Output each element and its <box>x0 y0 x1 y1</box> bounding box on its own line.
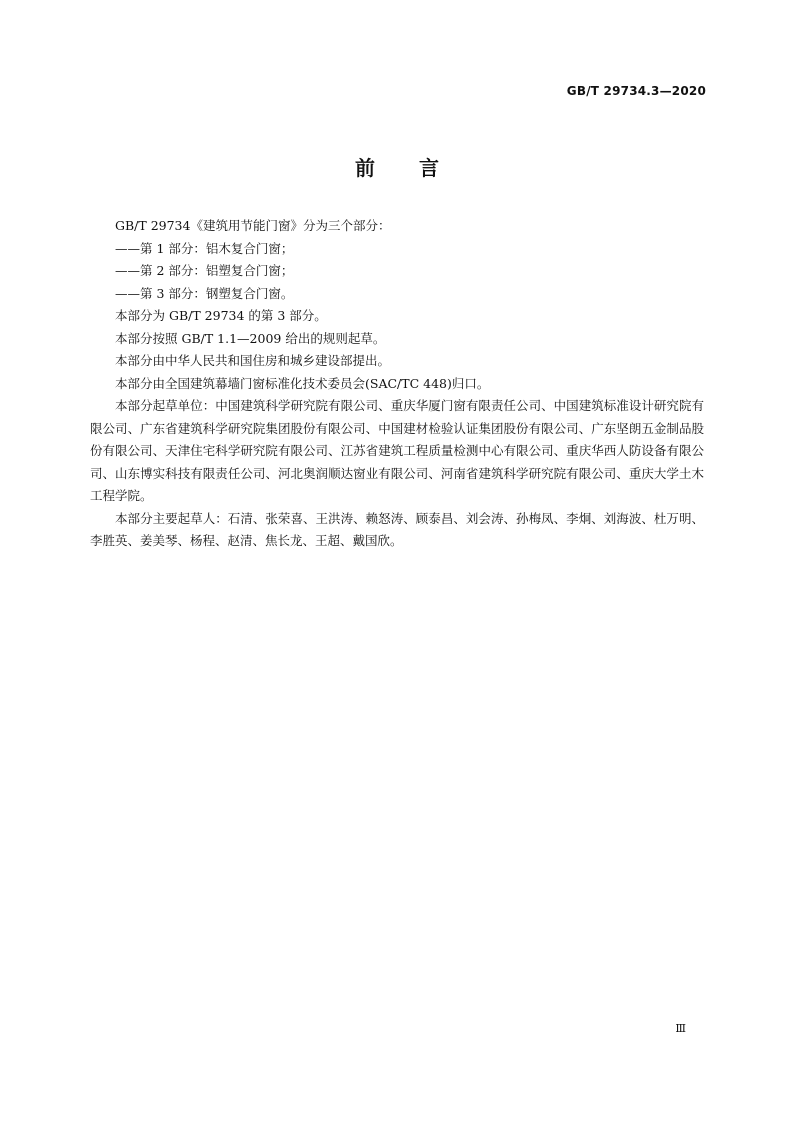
page-number: Ⅲ <box>675 1022 686 1035</box>
list-item-part-1: ——第 1 部分：铝木复合门窗； <box>115 240 294 256</box>
page-title: 前言 <box>355 156 483 180</box>
foreword-body <box>90 215 704 553</box>
paragraph-parts-intro: GB/T 29734《建筑用节能门窗》分为三个部分： <box>115 218 391 233</box>
paragraph-drafters: 本部分主要起草人：石清、张荣喜、王洪涛、赖怒涛、顾泰昌、刘会涛、孙梅凤、李炯、刘海波、杜万明、李胜英、姜美琴、杨程、赵清、焦长龙、王超、戴国欣。 <box>90 510 704 548</box>
standard-code: GB/T 29734.3—2020 <box>566 84 706 98</box>
paragraph-drafting-units: 本部分起草单位：中国建筑科学研究院有限公司、重庆华厦门窗有限责任公司、中国建筑标准设计研究院有限公司、广东省建筑科学研究院集团股份有限公司、中国建材检验认证集团股份有限公司、广东坚朗五金制品股份有限公司、天津住宅科学研究院有限公司、江苏省建筑工程质量检测中心有限公司、重庆华西人防设备有限公司、山东博实科技有限责任公司、河北奥润顺达窗业有限公司、河南省建筑科学研究院有限公司、重庆大学土木工程学院。 <box>90 398 704 503</box>
list-item-part-3: ——第 3 部分：钢塑复合门窗。 <box>115 285 294 301</box>
paragraph-proposer: 本部分由中华人民共和国住房和城乡建设部提出。 <box>115 353 391 368</box>
paragraph-this-part: 本部分为 GB/T 29734 的第 3 部分。 <box>115 308 327 323</box>
list-item-part-2: ——第 2 部分：铝塑复合门窗； <box>115 263 294 278</box>
paragraph-drafting-rules: 本部分按照 GB/T 1.1—2009 给出的规则起草。 <box>115 330 386 346</box>
paragraph-committee: 本部分由全国建筑幕墙门窗标准化技术委员会(SAC/TC 448)归口。 <box>115 375 490 391</box>
